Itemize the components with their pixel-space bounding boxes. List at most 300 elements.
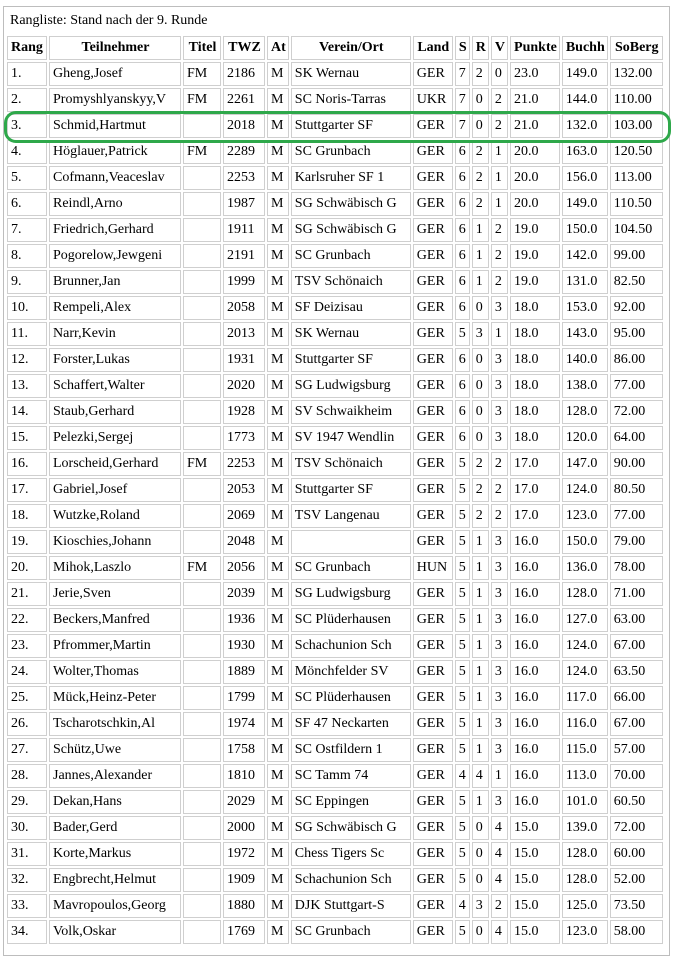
cell-rang: 20. bbox=[7, 556, 47, 580]
cell-twz: 1909 bbox=[223, 868, 265, 892]
cell-v: 1 bbox=[491, 764, 508, 788]
cell-rang: 32. bbox=[7, 868, 47, 892]
table-row bbox=[7, 88, 663, 112]
cell-punkte: 16.0 bbox=[510, 738, 560, 762]
cell-s: 5 bbox=[455, 660, 470, 684]
cell-v: 3 bbox=[491, 296, 508, 320]
cell-soberg: 66.00 bbox=[610, 686, 663, 710]
cell-soberg: 67.00 bbox=[610, 634, 663, 658]
cell-r: 0 bbox=[472, 842, 489, 866]
cell-twz: 1773 bbox=[223, 426, 265, 450]
cell-buchh: 117.0 bbox=[562, 686, 608, 710]
cell-titel bbox=[183, 868, 221, 892]
cell-soberg: 99.00 bbox=[610, 244, 663, 268]
cell-punkte: 15.0 bbox=[510, 920, 560, 944]
cell-r: 4 bbox=[472, 764, 489, 788]
cell-land: GER bbox=[413, 894, 453, 918]
cell-r: 3 bbox=[472, 894, 489, 918]
cell-soberg: 63.00 bbox=[610, 608, 663, 632]
cell-punkte: 16.0 bbox=[510, 556, 560, 580]
cell-at: M bbox=[267, 114, 289, 138]
table-row bbox=[7, 608, 663, 632]
cell-verein: SC Eppingen bbox=[291, 790, 411, 814]
cell-s: 5 bbox=[455, 608, 470, 632]
cell-soberg: 95.00 bbox=[610, 322, 663, 346]
cell-at: M bbox=[267, 686, 289, 710]
cell-twz: 2013 bbox=[223, 322, 265, 346]
cell-s: 7 bbox=[455, 114, 470, 138]
cell-buchh: 136.0 bbox=[562, 556, 608, 580]
cell-s: 6 bbox=[455, 166, 470, 190]
cell-r: 2 bbox=[472, 478, 489, 502]
col-header-at: At bbox=[267, 36, 289, 60]
cell-r: 0 bbox=[472, 426, 489, 450]
cell-punkte: 18.0 bbox=[510, 426, 560, 450]
cell-teilnehmer: Schaffert,Walter bbox=[49, 374, 181, 398]
cell-verein: SG Ludwigsburg bbox=[291, 374, 411, 398]
cell-at: M bbox=[267, 894, 289, 918]
cell-s: 6 bbox=[455, 270, 470, 294]
cell-v: 2 bbox=[491, 894, 508, 918]
cell-land: GER bbox=[413, 374, 453, 398]
cell-buchh: 101.0 bbox=[562, 790, 608, 814]
cell-land: GER bbox=[413, 816, 453, 840]
cell-r: 1 bbox=[472, 790, 489, 814]
cell-punkte: 18.0 bbox=[510, 322, 560, 346]
cell-buchh: 128.0 bbox=[562, 868, 608, 892]
cell-buchh: 123.0 bbox=[562, 504, 608, 528]
cell-punkte: 16.0 bbox=[510, 686, 560, 710]
cell-titel bbox=[183, 920, 221, 944]
cell-land: GER bbox=[413, 608, 453, 632]
cell-twz: 2069 bbox=[223, 504, 265, 528]
cell-rang: 21. bbox=[7, 582, 47, 606]
cell-r: 2 bbox=[472, 166, 489, 190]
cell-teilnehmer: Dekan,Hans bbox=[49, 790, 181, 814]
cell-buchh: 125.0 bbox=[562, 894, 608, 918]
cell-verein: SC Grunbach bbox=[291, 140, 411, 164]
cell-verein bbox=[291, 530, 411, 554]
cell-rang: 25. bbox=[7, 686, 47, 710]
table-row bbox=[7, 114, 663, 138]
cell-buchh: 150.0 bbox=[562, 218, 608, 242]
cell-v: 3 bbox=[491, 634, 508, 658]
cell-v: 2 bbox=[491, 504, 508, 528]
cell-soberg: 58.00 bbox=[610, 920, 663, 944]
cell-soberg: 113.00 bbox=[610, 166, 663, 190]
cell-at: M bbox=[267, 400, 289, 424]
cell-titel bbox=[183, 608, 221, 632]
cell-v: 3 bbox=[491, 426, 508, 450]
cell-s: 6 bbox=[455, 244, 470, 268]
cell-rang: 17. bbox=[7, 478, 47, 502]
cell-at: M bbox=[267, 556, 289, 580]
cell-verein: SF 47 Neckarten bbox=[291, 712, 411, 736]
cell-twz: 1758 bbox=[223, 738, 265, 762]
table-row bbox=[7, 764, 663, 788]
cell-v: 2 bbox=[491, 478, 508, 502]
cell-verein: SC Grunbach bbox=[291, 920, 411, 944]
cell-verein: Karlsruher SF 1 bbox=[291, 166, 411, 190]
cell-s: 5 bbox=[455, 868, 470, 892]
table-row bbox=[7, 738, 663, 762]
cell-r: 1 bbox=[472, 608, 489, 632]
cell-teilnehmer: Volk,Oskar bbox=[49, 920, 181, 944]
cell-s: 5 bbox=[455, 504, 470, 528]
cell-buchh: 149.0 bbox=[562, 192, 608, 216]
cell-punkte: 17.0 bbox=[510, 504, 560, 528]
cell-soberg: 103.00 bbox=[610, 114, 663, 138]
cell-r: 0 bbox=[472, 868, 489, 892]
cell-land: GER bbox=[413, 842, 453, 866]
cell-verein: SK Wernau bbox=[291, 62, 411, 86]
cell-rang: 29. bbox=[7, 790, 47, 814]
cell-r: 0 bbox=[472, 88, 489, 112]
cell-buchh: 127.0 bbox=[562, 608, 608, 632]
cell-teilnehmer: Cofmann,Veaceslav bbox=[49, 166, 181, 190]
cell-punkte: 17.0 bbox=[510, 452, 560, 476]
cell-punkte: 16.0 bbox=[510, 530, 560, 554]
cell-verein: SC Plüderhausen bbox=[291, 686, 411, 710]
cell-soberg: 77.00 bbox=[610, 504, 663, 528]
cell-r: 3 bbox=[472, 322, 489, 346]
cell-titel bbox=[183, 218, 221, 242]
cell-titel bbox=[183, 478, 221, 502]
cell-soberg: 67.00 bbox=[610, 712, 663, 736]
table-row bbox=[7, 478, 663, 502]
cell-verein: SV 1947 Wendlin bbox=[291, 426, 411, 450]
cell-buchh: 140.0 bbox=[562, 348, 608, 372]
cell-s: 4 bbox=[455, 764, 470, 788]
cell-s: 5 bbox=[455, 790, 470, 814]
cell-at: M bbox=[267, 426, 289, 450]
cell-rang: 14. bbox=[7, 400, 47, 424]
table-row bbox=[7, 452, 663, 476]
cell-at: M bbox=[267, 660, 289, 684]
cell-verein: SG Schwäbisch G bbox=[291, 218, 411, 242]
cell-rang: 6. bbox=[7, 192, 47, 216]
cell-land: GER bbox=[413, 790, 453, 814]
cell-verein: SC Noris-Tarras bbox=[291, 88, 411, 112]
cell-v: 3 bbox=[491, 686, 508, 710]
cell-titel bbox=[183, 166, 221, 190]
cell-at: M bbox=[267, 62, 289, 86]
cell-twz: 2000 bbox=[223, 816, 265, 840]
cell-punkte: 15.0 bbox=[510, 816, 560, 840]
cell-v: 2 bbox=[491, 88, 508, 112]
cell-land: GER bbox=[413, 504, 453, 528]
cell-s: 5 bbox=[455, 738, 470, 762]
cell-buchh: 139.0 bbox=[562, 816, 608, 840]
cell-punkte: 20.0 bbox=[510, 192, 560, 216]
col-header-titel: Titel bbox=[183, 36, 221, 60]
cell-rang: 34. bbox=[7, 920, 47, 944]
cell-teilnehmer: Rempeli,Alex bbox=[49, 296, 181, 320]
cell-land: GER bbox=[413, 868, 453, 892]
cell-s: 6 bbox=[455, 218, 470, 242]
cell-at: M bbox=[267, 192, 289, 216]
cell-rang: 28. bbox=[7, 764, 47, 788]
cell-v: 3 bbox=[491, 660, 508, 684]
cell-verein: Schachunion Sch bbox=[291, 868, 411, 892]
cell-rang: 8. bbox=[7, 244, 47, 268]
cell-s: 5 bbox=[455, 530, 470, 554]
cell-buchh: 147.0 bbox=[562, 452, 608, 476]
cell-s: 7 bbox=[455, 62, 470, 86]
cell-soberg: 92.00 bbox=[610, 296, 663, 320]
cell-verein: TSV Schönaich bbox=[291, 270, 411, 294]
cell-teilnehmer: Gheng,Josef bbox=[49, 62, 181, 86]
header-row bbox=[7, 36, 663, 60]
cell-r: 0 bbox=[472, 296, 489, 320]
cell-land: GER bbox=[413, 140, 453, 164]
table-row bbox=[7, 166, 663, 190]
cell-twz: 2253 bbox=[223, 166, 265, 190]
cell-twz: 1931 bbox=[223, 348, 265, 372]
cell-rang: 10. bbox=[7, 296, 47, 320]
cell-s: 5 bbox=[455, 842, 470, 866]
cell-verein: SK Wernau bbox=[291, 322, 411, 346]
cell-at: M bbox=[267, 348, 289, 372]
cell-buchh: 113.0 bbox=[562, 764, 608, 788]
cell-soberg: 110.00 bbox=[610, 88, 663, 112]
cell-punkte: 16.0 bbox=[510, 712, 560, 736]
cell-v: 3 bbox=[491, 348, 508, 372]
cell-verein: TSV Schönaich bbox=[291, 452, 411, 476]
cell-rang: 30. bbox=[7, 816, 47, 840]
col-header-v: V bbox=[491, 36, 508, 60]
cell-soberg: 63.50 bbox=[610, 660, 663, 684]
cell-teilnehmer: Reindl,Arno bbox=[49, 192, 181, 216]
cell-r: 1 bbox=[472, 218, 489, 242]
table-row bbox=[7, 556, 663, 580]
cell-teilnehmer: Wutzke,Roland bbox=[49, 504, 181, 528]
cell-soberg: 73.50 bbox=[610, 894, 663, 918]
cell-verein: Schachunion Sch bbox=[291, 634, 411, 658]
cell-verein: Chess Tigers Sc bbox=[291, 842, 411, 866]
cell-teilnehmer: Brunner,Jan bbox=[49, 270, 181, 294]
cell-at: M bbox=[267, 634, 289, 658]
cell-rang: 5. bbox=[7, 166, 47, 190]
cell-land: GER bbox=[413, 478, 453, 502]
cell-titel bbox=[183, 842, 221, 866]
cell-soberg: 79.00 bbox=[610, 530, 663, 554]
cell-titel bbox=[183, 634, 221, 658]
cell-at: M bbox=[267, 452, 289, 476]
cell-at: M bbox=[267, 868, 289, 892]
cell-land: GER bbox=[413, 426, 453, 450]
cell-buchh: 128.0 bbox=[562, 400, 608, 424]
cell-titel bbox=[183, 192, 221, 216]
cell-s: 5 bbox=[455, 478, 470, 502]
table-row bbox=[7, 816, 663, 840]
cell-soberg: 64.00 bbox=[610, 426, 663, 450]
cell-punkte: 18.0 bbox=[510, 296, 560, 320]
cell-twz: 2186 bbox=[223, 62, 265, 86]
cell-soberg: 52.00 bbox=[610, 868, 663, 892]
cell-buchh: 156.0 bbox=[562, 166, 608, 190]
cell-buchh: 116.0 bbox=[562, 712, 608, 736]
cell-s: 7 bbox=[455, 88, 470, 112]
cell-twz: 1999 bbox=[223, 270, 265, 294]
cell-v: 1 bbox=[491, 192, 508, 216]
cell-soberg: 86.00 bbox=[610, 348, 663, 372]
cell-punkte: 17.0 bbox=[510, 478, 560, 502]
cell-teilnehmer: Wolter,Thomas bbox=[49, 660, 181, 684]
cell-at: M bbox=[267, 738, 289, 762]
cell-titel: FM bbox=[183, 140, 221, 164]
cell-v: 2 bbox=[491, 452, 508, 476]
table-row bbox=[7, 296, 663, 320]
cell-titel bbox=[183, 400, 221, 424]
cell-soberg: 120.50 bbox=[610, 140, 663, 164]
cell-titel bbox=[183, 426, 221, 450]
cell-soberg: 90.00 bbox=[610, 452, 663, 476]
cell-twz: 2029 bbox=[223, 790, 265, 814]
cell-r: 2 bbox=[472, 62, 489, 86]
table-row bbox=[7, 582, 663, 606]
table-row bbox=[7, 322, 663, 346]
cell-buchh: 153.0 bbox=[562, 296, 608, 320]
cell-teilnehmer: Bader,Gerd bbox=[49, 816, 181, 840]
cell-land: GER bbox=[413, 582, 453, 606]
cell-land: GER bbox=[413, 296, 453, 320]
cell-v: 4 bbox=[491, 816, 508, 840]
cell-punkte: 23.0 bbox=[510, 62, 560, 86]
cell-v: 1 bbox=[491, 322, 508, 346]
table-row bbox=[7, 270, 663, 294]
table-row bbox=[7, 868, 663, 892]
cell-v: 3 bbox=[491, 712, 508, 736]
cell-land: GER bbox=[413, 712, 453, 736]
cell-twz: 1769 bbox=[223, 920, 265, 944]
cell-verein: SC Grunbach bbox=[291, 244, 411, 268]
cell-twz: 1880 bbox=[223, 894, 265, 918]
cell-verein: Stuttgarter SF bbox=[291, 478, 411, 502]
cell-teilnehmer: Forster,Lukas bbox=[49, 348, 181, 372]
cell-twz: 1810 bbox=[223, 764, 265, 788]
cell-at: M bbox=[267, 842, 289, 866]
cell-punkte: 19.0 bbox=[510, 244, 560, 268]
cell-r: 0 bbox=[472, 374, 489, 398]
cell-s: 5 bbox=[455, 322, 470, 346]
cell-land: GER bbox=[413, 270, 453, 294]
cell-s: 5 bbox=[455, 556, 470, 580]
cell-v: 1 bbox=[491, 166, 508, 190]
cell-land: GER bbox=[413, 114, 453, 138]
cell-rang: 24. bbox=[7, 660, 47, 684]
cell-verein: SC Plüderhausen bbox=[291, 608, 411, 632]
cell-at: M bbox=[267, 218, 289, 242]
cell-teilnehmer: Schmid,Hartmut bbox=[49, 114, 181, 138]
cell-buchh: 150.0 bbox=[562, 530, 608, 554]
cell-titel bbox=[183, 296, 221, 320]
cell-buchh: 132.0 bbox=[562, 114, 608, 138]
cell-buchh: 124.0 bbox=[562, 478, 608, 502]
cell-r: 1 bbox=[472, 660, 489, 684]
cell-soberg: 110.50 bbox=[610, 192, 663, 216]
cell-r: 2 bbox=[472, 192, 489, 216]
cell-r: 0 bbox=[472, 348, 489, 372]
cell-punkte: 16.0 bbox=[510, 608, 560, 632]
cell-rang: 31. bbox=[7, 842, 47, 866]
cell-land: GER bbox=[413, 686, 453, 710]
cell-s: 5 bbox=[455, 712, 470, 736]
cell-rang: 23. bbox=[7, 634, 47, 658]
cell-punkte: 20.0 bbox=[510, 140, 560, 164]
cell-titel bbox=[183, 504, 221, 528]
cell-soberg: 78.00 bbox=[610, 556, 663, 580]
cell-twz: 1928 bbox=[223, 400, 265, 424]
cell-v: 2 bbox=[491, 244, 508, 268]
col-header-twz: TWZ bbox=[223, 36, 265, 60]
cell-twz: 2253 bbox=[223, 452, 265, 476]
col-header-r: R bbox=[472, 36, 489, 60]
cell-soberg: 57.00 bbox=[610, 738, 663, 762]
cell-twz: 1974 bbox=[223, 712, 265, 736]
cell-teilnehmer: Pogorelow,Jewgeni bbox=[49, 244, 181, 268]
cell-twz: 1911 bbox=[223, 218, 265, 242]
cell-twz: 2289 bbox=[223, 140, 265, 164]
cell-land: GER bbox=[413, 244, 453, 268]
table-row bbox=[7, 400, 663, 424]
cell-soberg: 70.00 bbox=[610, 764, 663, 788]
table-row bbox=[7, 426, 663, 450]
cell-s: 5 bbox=[455, 686, 470, 710]
cell-r: 1 bbox=[472, 738, 489, 762]
cell-r: 0 bbox=[472, 114, 489, 138]
standings-body bbox=[7, 62, 663, 944]
cell-verein: DJK Stuttgart-S bbox=[291, 894, 411, 918]
cell-r: 1 bbox=[472, 530, 489, 554]
col-header-teilnehmer: Teilnehmer bbox=[49, 36, 181, 60]
table-row bbox=[7, 712, 663, 736]
cell-verein: Mönchfelder SV bbox=[291, 660, 411, 684]
table-row bbox=[7, 790, 663, 814]
cell-verein: SC Ostfildern 1 bbox=[291, 738, 411, 762]
cell-titel bbox=[183, 582, 221, 606]
cell-at: M bbox=[267, 322, 289, 346]
cell-twz: 2039 bbox=[223, 582, 265, 606]
table-row bbox=[7, 894, 663, 918]
cell-s: 5 bbox=[455, 816, 470, 840]
cell-soberg: 71.00 bbox=[610, 582, 663, 606]
cell-titel bbox=[183, 712, 221, 736]
cell-twz: 2261 bbox=[223, 88, 265, 112]
cell-titel bbox=[183, 114, 221, 138]
cell-land: GER bbox=[413, 218, 453, 242]
standings-caption: Rangliste: Stand nach der 9. Runde bbox=[10, 13, 208, 28]
cell-buchh: 120.0 bbox=[562, 426, 608, 450]
cell-verein: SG Schwäbisch G bbox=[291, 192, 411, 216]
cell-rang: 15. bbox=[7, 426, 47, 450]
cell-at: M bbox=[267, 582, 289, 606]
cell-twz: 1930 bbox=[223, 634, 265, 658]
cell-land: GER bbox=[413, 192, 453, 216]
cell-v: 3 bbox=[491, 582, 508, 606]
cell-twz: 2020 bbox=[223, 374, 265, 398]
cell-at: M bbox=[267, 374, 289, 398]
cell-punkte: 19.0 bbox=[510, 270, 560, 294]
cell-s: 6 bbox=[455, 192, 470, 216]
cell-s: 6 bbox=[455, 400, 470, 424]
cell-soberg: 82.50 bbox=[610, 270, 663, 294]
cell-soberg: 60.50 bbox=[610, 790, 663, 814]
col-header-buchh: Buchh bbox=[562, 36, 608, 60]
cell-teilnehmer: Gabriel,Josef bbox=[49, 478, 181, 502]
cell-punkte: 18.0 bbox=[510, 348, 560, 372]
table-row bbox=[7, 244, 663, 268]
